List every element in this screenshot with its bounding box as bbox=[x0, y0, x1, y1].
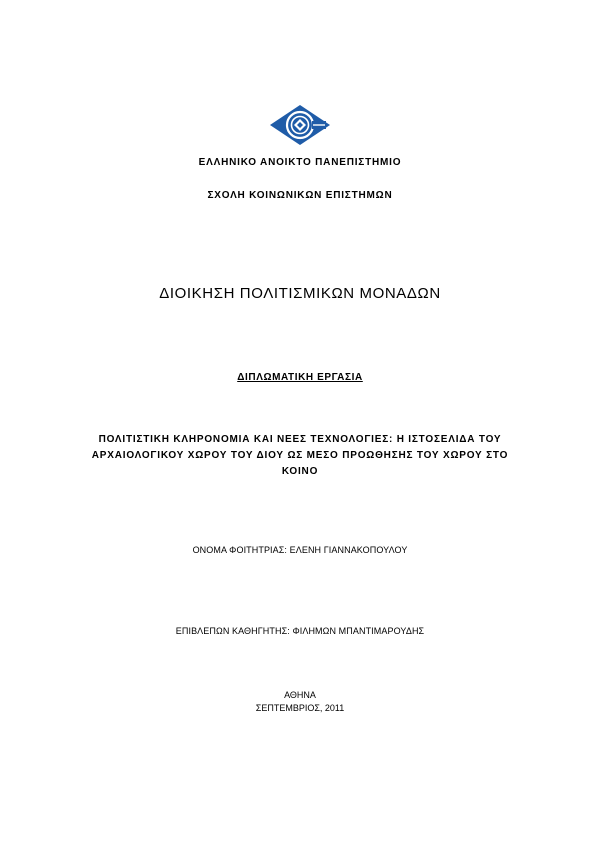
university-name: ΕΛΛΗΝΙΚΟ ΑΝΟΙΚΤΟ ΠΑΝΕΠΙΣΤΗΜΙΟ bbox=[198, 157, 402, 168]
thesis-title-line-1: ΠΟΛΙΤΙΣΤΙΚΗ ΚΛΗΡΟΝΟΜΙΑ ΚΑΙ ΝΕΕΣ ΤΕΧΝΟΛΟΓΙΕΣ: Η ΙΣΤΟΣΕΛΙΔΑ ΤΟΥ bbox=[98, 434, 502, 445]
student-name: ΟΝΟΜΑ ΦΟΙΤΗΤΡΙΑΣ: ΕΛΕΝΗ ΓΙΑΝΝΑΚΟΠΟΥΛΟΥ bbox=[192, 545, 408, 555]
city: ΑΘΗΝΑ bbox=[284, 690, 316, 700]
submission-date: ΣΕΠΤΕΜΒΡΙΟΣ, 2011 bbox=[255, 703, 345, 713]
school-name: ΣΧΟΛΗ ΚΟΙΝΩΝΙΚΩΝ ΕΠΙΣΤΗΜΩΝ bbox=[207, 190, 393, 201]
supervisor-name: ΕΠΙΒΛΕΠΩΝ ΚΑΘΗΓΗΤΗΣ: ΦΙΛΗΜΩΝ ΜΠΑΝΤΙΜΑΡΟΥΔΗΣ bbox=[175, 626, 425, 636]
university-emblem-icon bbox=[269, 104, 331, 146]
program-name: ΔΙΟΙΚΗΣΗ ΠΟΛΙΤΙΣΜΙΚΩΝ ΜΟΝΑΔΩΝ bbox=[159, 285, 441, 302]
thesis-title-line-2: ΑΡΧΑΙΟΛΟΓΙΚΟΥ ΧΩΡΟΥ ΤΟΥ ΔΙΟΥ ΩΣ ΜΕΣΟ ΠΡΟΩΘΗΣΗΣ ΤΟΥ ΧΩΡΟΥ ΣΤΟ bbox=[91, 450, 509, 461]
thesis-title-line-3: ΚΟΙΝΟ bbox=[281, 466, 319, 477]
thesis-label: ΔΙΠΛΩΜΑΤΙΚΗ ΕΡΓΑΣΙΑ bbox=[237, 372, 363, 383]
